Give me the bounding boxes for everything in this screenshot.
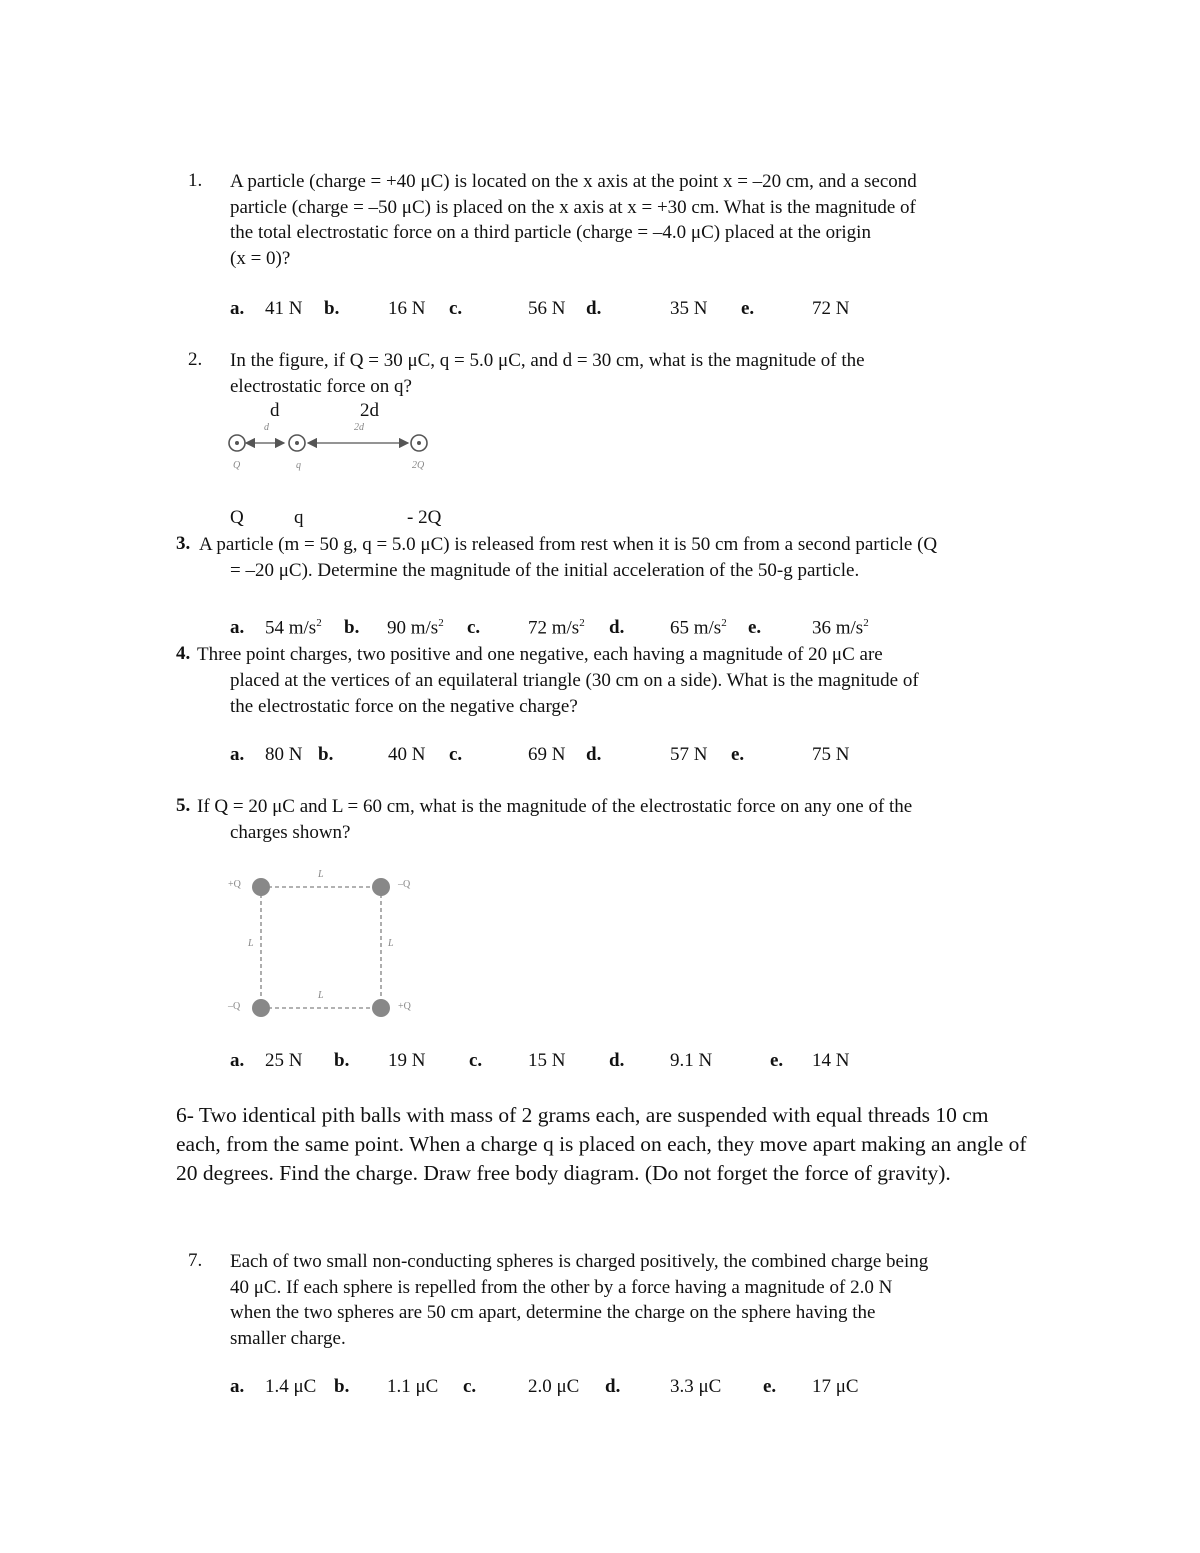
option-value: 3.3 μC bbox=[670, 1376, 722, 1397]
option-letter: e. bbox=[748, 617, 762, 638]
question-number: 4. bbox=[176, 643, 191, 664]
option-letter: d. bbox=[609, 617, 625, 638]
option-letter: a. bbox=[230, 1050, 245, 1071]
side-label: L bbox=[248, 938, 254, 949]
corner-label: +Q bbox=[398, 1001, 411, 1012]
question-line: electrostatic force on q? bbox=[230, 375, 412, 397]
charge-bottom-left bbox=[252, 999, 270, 1017]
option-letter: a. bbox=[230, 1376, 245, 1397]
option-letter: b. bbox=[344, 617, 360, 638]
charge-q-marker bbox=[289, 435, 305, 451]
corner-label: –Q bbox=[398, 879, 411, 890]
dimension-label: 2d bbox=[360, 400, 379, 421]
small-dimension-label: d bbox=[264, 422, 269, 433]
question-text bbox=[230, 1249, 928, 1351]
option-letter: c. bbox=[469, 1050, 483, 1071]
option-value: 19 N bbox=[388, 1050, 426, 1071]
option-value: 35 N bbox=[670, 298, 708, 319]
charge-label: - 2Q bbox=[407, 507, 442, 528]
question-text bbox=[230, 348, 865, 399]
question-line: particle (charge = –50 μC) is placed on the x axis at x = +30 cm. What is the magnitude of bbox=[230, 196, 916, 218]
question-number: 7. bbox=[188, 1250, 203, 1271]
option-value: 54 $m/s^2$ bbox=[265, 617, 322, 639]
option-value: 25 N bbox=[265, 1050, 303, 1071]
option-value: 41 N bbox=[265, 298, 303, 319]
question-number: 1. bbox=[188, 170, 203, 191]
charge-Q-marker bbox=[229, 435, 245, 451]
dimension-label: d bbox=[270, 400, 280, 421]
question-line: A particle (charge = +40 μC) is located on the x axis at the point x = –20 cm, and a second bbox=[230, 171, 917, 192]
option-value: 75 N bbox=[812, 744, 850, 765]
option-letter: a. bbox=[230, 298, 245, 319]
question-number: 5. bbox=[176, 795, 191, 816]
side-label: L bbox=[318, 869, 324, 880]
corner-label: +Q bbox=[228, 879, 241, 890]
question-text-cont bbox=[230, 558, 859, 584]
small-charge-label: q bbox=[296, 460, 301, 471]
option-letter: c. bbox=[449, 744, 463, 765]
option-value: 1.1 μC bbox=[387, 1376, 439, 1397]
option-value: 57 N bbox=[670, 744, 708, 765]
question-line: If Q = 20 μC and L = 60 cm, what is the magnitude of the electrostatic force on any one of the bbox=[197, 796, 913, 817]
option-value: 40 N bbox=[388, 744, 426, 765]
question-number: 3. bbox=[176, 533, 191, 554]
option-value: 15 N bbox=[528, 1050, 566, 1071]
option-value: 69 N bbox=[528, 744, 566, 765]
charge-2Q-marker bbox=[411, 435, 427, 451]
question-line: 40 μC. If each sphere is repelled from the other by a force having a magnitude of 2.0 N bbox=[230, 1276, 893, 1298]
question-line: In the figure, if Q = 30 μC, q = 5.0 μC, and d = 30 cm, what is the magnitude of the bbox=[230, 350, 865, 371]
option-value: 72 $m/s^2$ bbox=[528, 617, 585, 639]
small-charge-label: Q bbox=[233, 460, 241, 471]
small-dimension-label: 2d bbox=[354, 422, 364, 433]
option-letter: e. bbox=[770, 1050, 784, 1071]
option-letter: c. bbox=[467, 617, 481, 638]
question-line: placed at the vertices of an equilateral triangle (30 cm on a side). What is the magnitude of bbox=[230, 670, 919, 691]
question-text bbox=[199, 532, 937, 558]
question-text bbox=[197, 794, 912, 820]
square-charges-figure bbox=[226, 870, 426, 1020]
option-letter: d. bbox=[609, 1050, 625, 1071]
question-line: = –20 μC). Determine the magnitude of the initial acceleration of the 50-g particle. bbox=[230, 560, 860, 581]
option-letter: b. bbox=[324, 298, 340, 319]
option-letter: b. bbox=[334, 1050, 350, 1071]
side-label: L bbox=[318, 990, 324, 1001]
small-charge-label: 2Q bbox=[412, 460, 425, 471]
question-line: when the two spheres are 50 cm apart, determine the charge on the sphere having the bbox=[230, 1302, 876, 1323]
option-letter: e. bbox=[741, 298, 755, 319]
option-letter: c. bbox=[463, 1376, 477, 1397]
option-letter: e. bbox=[731, 744, 745, 765]
option-value: 16 N bbox=[388, 298, 426, 319]
question-text-cont bbox=[230, 668, 919, 719]
corner-label: –Q bbox=[228, 1001, 241, 1012]
option-letter: d. bbox=[586, 744, 602, 765]
question-line: charges shown? bbox=[230, 822, 351, 843]
question-number: 2. bbox=[188, 349, 203, 370]
option-value: 56 N bbox=[528, 298, 566, 319]
question-text bbox=[230, 169, 917, 271]
side-label: L bbox=[388, 938, 394, 949]
question-6: 6- Two identical pith balls with mass of 2 grams each, are suspended with equal threads 10 cm each, from the same point. When a charge q is placed on each, they move apart making an angle of 20 degrees. Find the charge. Draw free body diagram. (Do not forget the force of gravity). bbox=[176, 1103, 1027, 1185]
option-value: 9.1 N bbox=[670, 1050, 713, 1071]
option-value: 1.4 μC bbox=[265, 1376, 317, 1397]
question-line: the total electrostatic force on a third particle (charge = –4.0 μC) placed at the origin bbox=[230, 222, 871, 243]
option-letter: b. bbox=[318, 744, 334, 765]
question-line: Three point charges, two positive and one negative, each having a magnitude of 20 μC are bbox=[197, 644, 883, 665]
option-letter: e. bbox=[763, 1376, 777, 1397]
option-letter: a. bbox=[230, 744, 245, 765]
option-value: 17 μC bbox=[812, 1376, 859, 1397]
option-value: 36 $m/s^2$ bbox=[812, 617, 869, 639]
option-letter: b. bbox=[334, 1376, 350, 1397]
option-letter: c. bbox=[449, 298, 463, 319]
charge-bottom-right bbox=[372, 999, 390, 1017]
charge-top-right bbox=[372, 878, 390, 896]
option-letter: a. bbox=[230, 617, 245, 638]
question-line: Each of two small non-conducting spheres is charged positively, the combined charge being bbox=[230, 1251, 929, 1272]
charge-top-left bbox=[252, 878, 270, 896]
question-text bbox=[197, 642, 883, 668]
option-value: 80 N bbox=[265, 744, 303, 765]
charge-label: Q bbox=[230, 507, 244, 528]
option-letter: d. bbox=[605, 1376, 621, 1397]
question-line: smaller charge. bbox=[230, 1327, 346, 1349]
option-value: 65 $m/s^2$ bbox=[670, 617, 727, 639]
charge-label: q bbox=[294, 507, 304, 528]
question-line: A particle (m = 50 g, q = 5.0 μC) is released from rest when it is 50 cm from a second particle (Q bbox=[199, 534, 938, 555]
option-letter: d. bbox=[586, 298, 602, 319]
question-text-cont bbox=[230, 820, 350, 846]
question-line: the electrostatic force on the negative charge? bbox=[230, 695, 578, 717]
option-value: 90 $m/s^2$ bbox=[387, 617, 444, 639]
question-line: (x = 0)? bbox=[230, 247, 291, 269]
option-value: 72 N bbox=[812, 298, 850, 319]
option-value: 2.0 μC bbox=[528, 1376, 580, 1397]
charges-line-figure bbox=[222, 420, 442, 480]
option-value: 14 N bbox=[812, 1050, 850, 1071]
